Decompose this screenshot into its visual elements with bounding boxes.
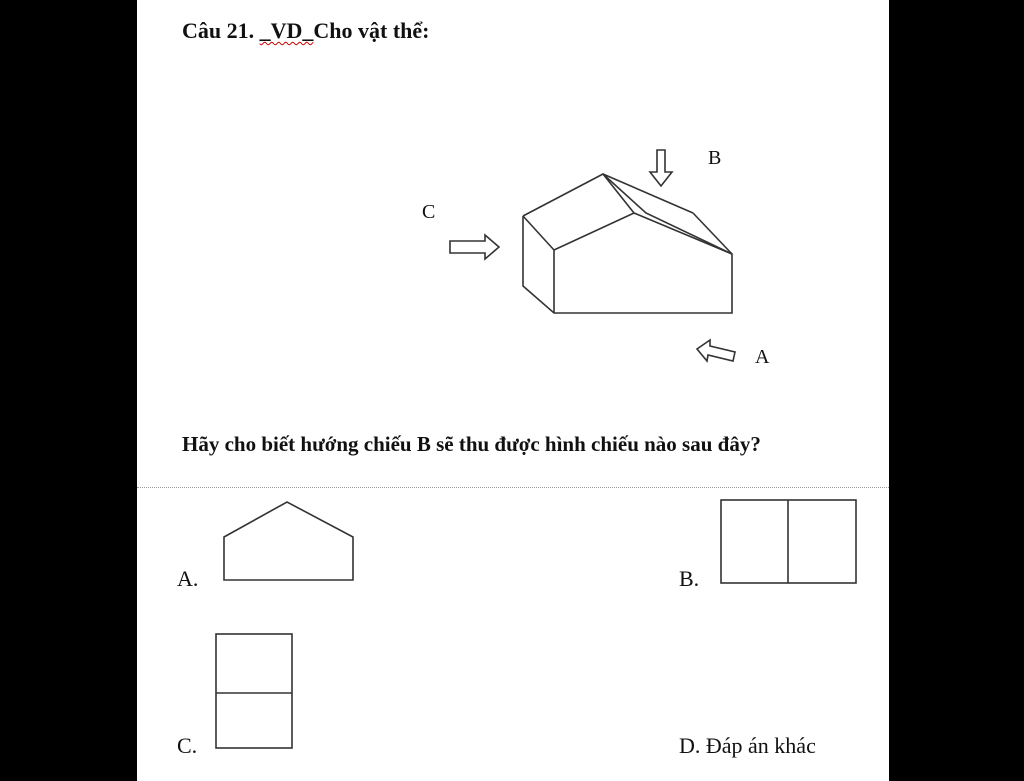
option-b-key: B.: [679, 566, 700, 591]
question-lead: Cho vật thể:: [313, 18, 430, 43]
option-c-key: C.: [177, 733, 198, 758]
question-number: Câu 21.: [182, 18, 255, 43]
label-c: C: [422, 201, 436, 223]
label-a: A: [755, 346, 770, 368]
option-a-key: A.: [177, 566, 199, 591]
option-c-rect: [216, 634, 292, 748]
question-tag: _VD_: [259, 18, 314, 43]
question-text: Hãy cho biết hướng chiếu B sẽ thu được hình chiếu nào sau đây?: [182, 432, 761, 456]
option-d: [679, 733, 816, 759]
document-page: [137, 0, 889, 781]
label-b: B: [708, 147, 722, 169]
option-d-key: D.: [679, 733, 701, 758]
option-c-figure: [137, 0, 889, 781]
option-d-text: Đáp án khác: [705, 733, 816, 758]
